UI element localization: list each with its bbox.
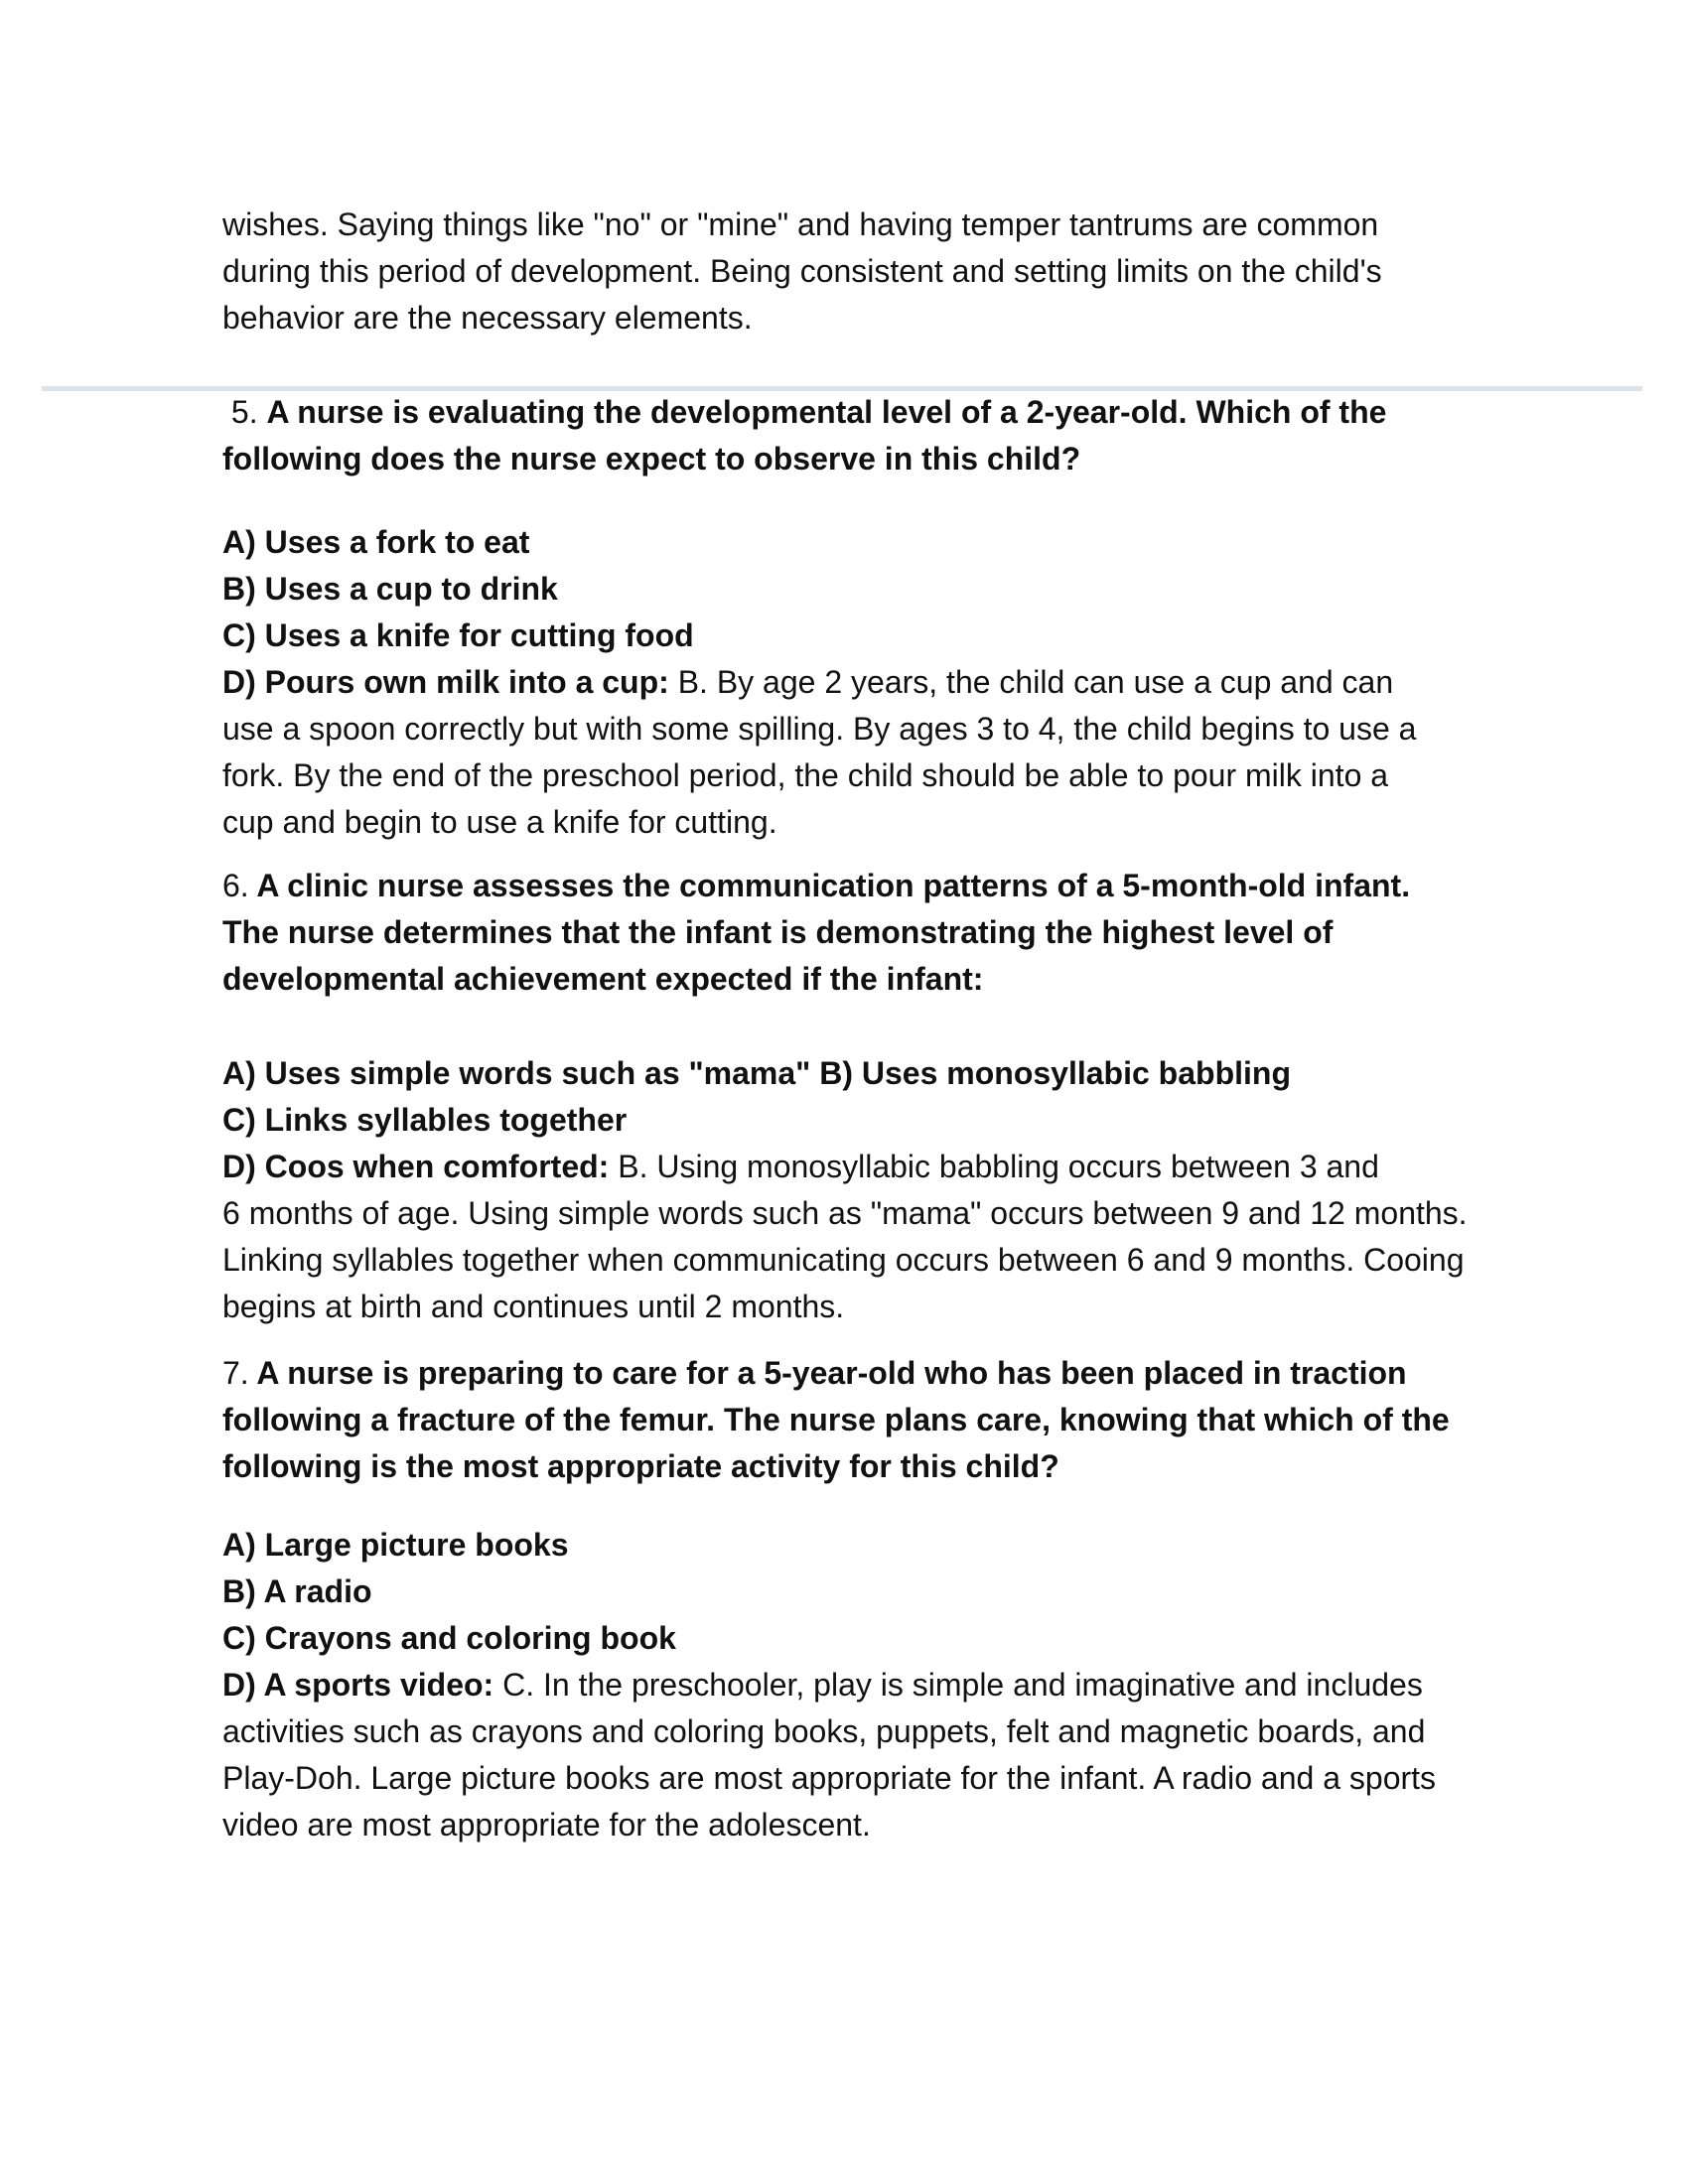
answer-option-with-rationale (222, 1144, 1503, 1190)
question-5 (222, 389, 1503, 482)
answer-option: C) Links syllables together (222, 1102, 628, 1138)
rationale-text: activities such as crayons and coloring books, puppets, felt and magnetic boards, and (222, 1713, 1426, 1749)
question-7-options (222, 1522, 1503, 1848)
answer-option: A) Uses simple words such as "mama" B) Uses monosyllabic babbling (222, 1055, 1291, 1091)
question-stem-text: developmental achievement expected if the infant: (222, 961, 984, 997)
rationale-text: 6 months of age. Using simple words such as "mama" occurs between 9 and 12 months. (222, 1195, 1468, 1231)
question-stem (222, 863, 1503, 909)
rationale-text: use a spoon correctly but with some spilling. By ages 3 to 4, the child begins to use a (222, 711, 1417, 747)
rationale-text: begins at birth and continues until 2 months. (222, 1289, 845, 1324)
question-number: 6. (222, 868, 249, 903)
rationale-text: Play-Doh. Large picture books are most appropriate for the infant. A radio and a sports (222, 1760, 1437, 1796)
rationale-text: fork. By the end of the preschool period, the child should be able to pour milk into a (222, 757, 1389, 793)
question-stem (222, 1350, 1503, 1397)
rationale-text: cup and begin to use a knife for cutting. (222, 804, 777, 840)
intro-line: wishes. Saying things like "no" or "mine" and having temper tantrums are common (222, 206, 1379, 242)
rationale-text: Linking syllables together when communicating occurs between 6 and 9 months. Cooing (222, 1242, 1465, 1278)
answer-option: B) Uses a cup to drink (222, 571, 558, 607)
answer-option: A) Large picture books (222, 1527, 569, 1563)
question-stem-text: The nurse determines that the infant is demonstrating the highest level of (222, 914, 1334, 950)
answer-option-with-rationale (222, 1662, 1503, 1708)
intro-paragraph (222, 202, 1503, 341)
answer-option-with-rationale (222, 659, 1503, 706)
question-6-options (222, 1050, 1503, 1330)
rationale-text: B. Using monosyllabic babbling occurs between 3 and (609, 1149, 1379, 1184)
question-number: 5. (230, 394, 258, 430)
answer-option-label: D) Pours own milk into a cup: (222, 664, 669, 700)
question-stem-text: following is the most appropriate activity for this child? (222, 1448, 1059, 1484)
intro-line: behavior are the necessary elements. (222, 300, 753, 336)
answer-option: A) Uses a fork to eat (222, 524, 530, 560)
question-stem-text: A nurse is preparing to care for a 5-year-old who has been placed in traction (248, 1355, 1407, 1391)
answer-option: C) Crayons and coloring book (222, 1620, 676, 1656)
question-stem-text: A clinic nurse assesses the communication patterns of a 5-month-old infant. (248, 868, 1411, 903)
question-stem-text: A nurse is evaluating the developmental level of a 2-year-old. Which of the (266, 394, 1387, 430)
question-6 (222, 863, 1503, 1003)
rationale-text: video are most appropriate for the adolescent. (222, 1807, 871, 1843)
question-stem-text: following does the nurse expect to observe in this child? (222, 441, 1081, 477)
question-stem-text: following a fracture of the femur. The nurse plans care, knowing that which of the (222, 1402, 1450, 1437)
rationale-text: B. By age 2 years, the child can use a cup and can (668, 664, 1394, 700)
answer-option-label: D) Coos when comforted: (222, 1149, 610, 1184)
answer-option: B) A radio (222, 1573, 372, 1609)
question-stem (222, 389, 1503, 436)
answer-option-label: D) A sports video: (222, 1667, 494, 1703)
question-7 (222, 1350, 1503, 1490)
question-number: 7. (222, 1355, 249, 1391)
answer-option: C) Uses a knife for cutting food (222, 617, 694, 653)
intro-line: during this period of development. Being consistent and setting limits on the child's (222, 253, 1382, 289)
question-5-options (222, 519, 1503, 846)
rationale-text: C. In the preschooler, play is simple and imaginative and includes (493, 1667, 1423, 1703)
